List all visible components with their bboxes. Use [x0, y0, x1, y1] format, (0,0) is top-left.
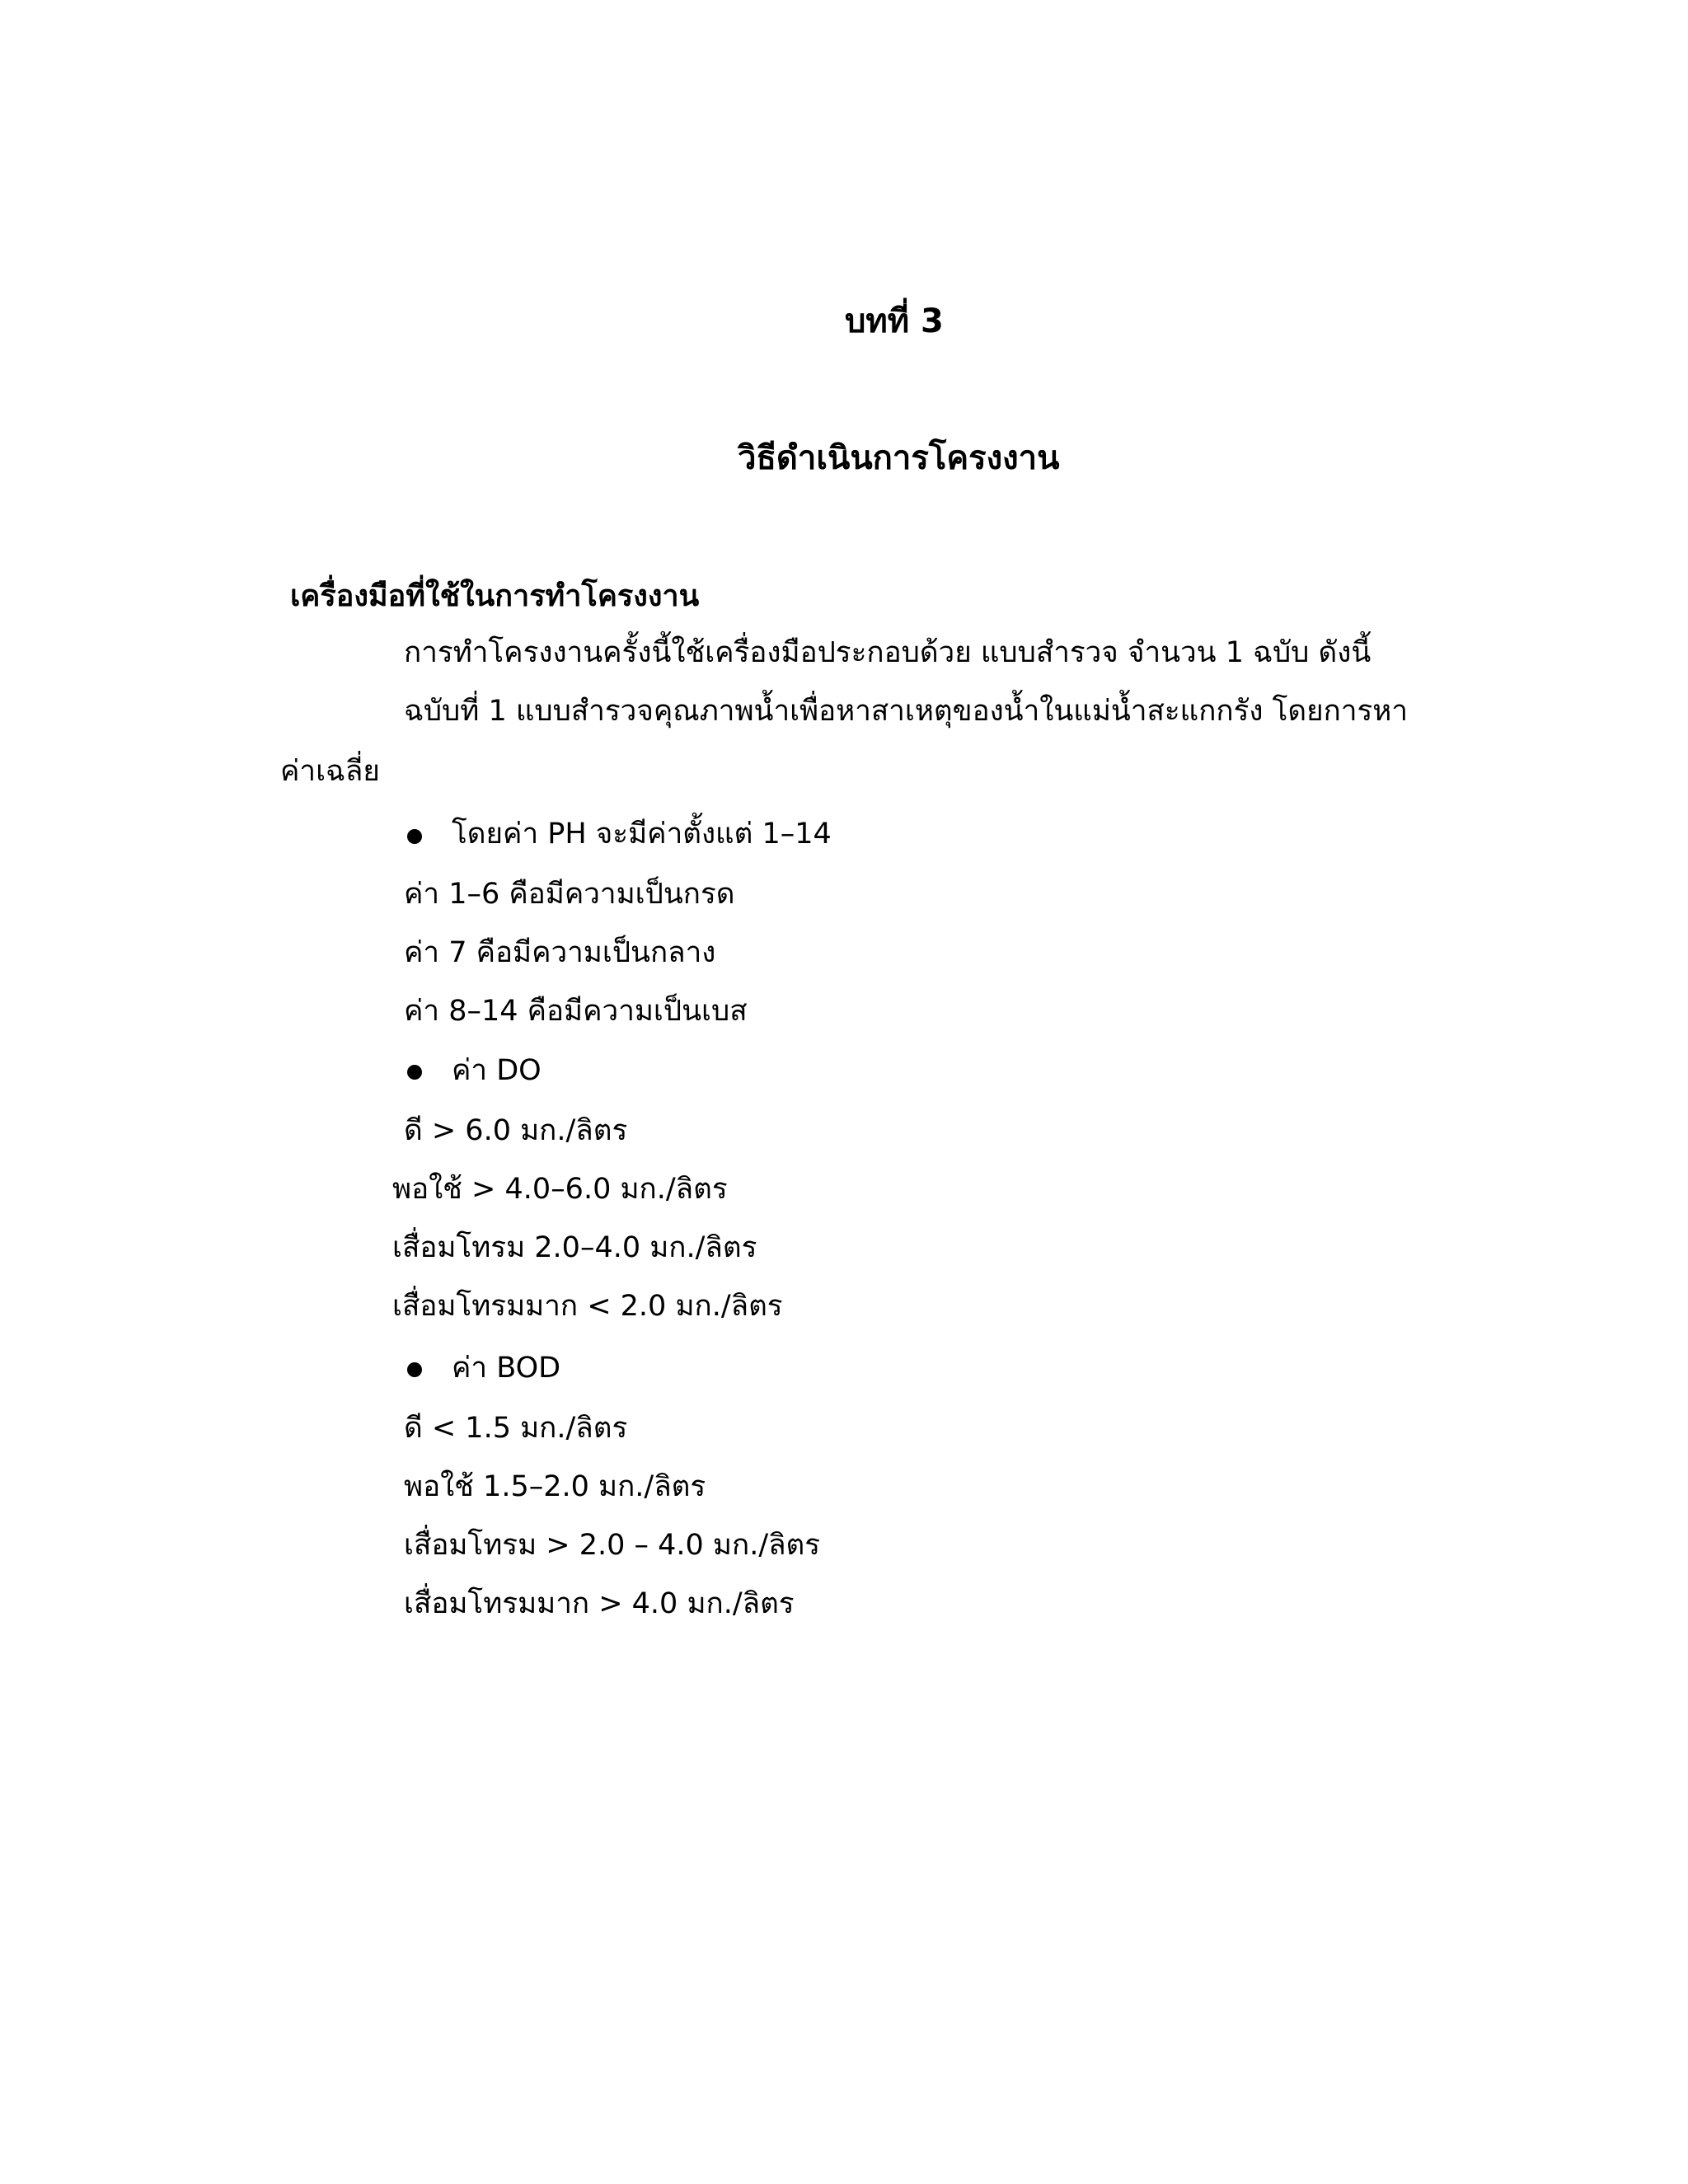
chapter-title: วิธีดำเนินการโครงงาน	[738, 439, 1060, 477]
do-item-poor: เสื่อมโทรม 2.0–4.0 มก./ลิตร	[392, 1231, 757, 1264]
do-item-fair: พอใช้ > 4.0–6.0 มก./ลิตร	[392, 1173, 728, 1206]
paragraph-line-2: ค่าเฉลี่ย	[280, 755, 380, 788]
bod-item-good: ดี < 1.5 มก./ลิตร	[404, 1412, 628, 1445]
do-item-very-poor: เสื่อมโทรมมาก < 2.0 มก./ลิตร	[392, 1290, 783, 1323]
intro-paragraph: การทำโครงงานครั้งนี้ใช้เครื่องมือประกอบด้วย แบบสำรวจ จำนวน 1 ฉบับ ดังนี้	[404, 636, 1372, 669]
bod-item-poor: เสื่อมโทรม > 2.0 – 4.0 มก./ลิตร	[404, 1529, 821, 1562]
bod-item-very-poor: เสื่อมโทรมมาก > 4.0 มก./ลิตร	[404, 1587, 795, 1620]
do-bullet-text: ค่า DO	[452, 1054, 542, 1087]
ph-item-acid: ค่า 1–6 คือมีความเป็นกรด	[404, 878, 735, 911]
do-item-good: ดี > 6.0 มก./ลิตร	[404, 1114, 628, 1147]
bullet-dot-icon	[407, 829, 422, 844]
chapter-number: บทที่ 3	[845, 302, 944, 340]
bullet-dot-icon	[407, 1362, 422, 1377]
section-title: เครื่องมือที่ใช้ในการทำโครงงาน	[290, 579, 700, 613]
ph-bullet-text: โดยค่า PH จะมีค่าตั้งแต่ 1–14	[452, 818, 832, 851]
ph-item-neutral: ค่า 7 คือมีความเป็นกลาง	[404, 936, 716, 969]
ph-item-base: ค่า 8–14 คือมีความเป็นเบส	[404, 995, 748, 1028]
bod-item-fair: พอใช้ 1.5–2.0 มก./ลิตร	[404, 1470, 706, 1503]
bod-bullet-text: ค่า BOD	[452, 1352, 561, 1385]
bullet-dot-icon	[407, 1065, 422, 1080]
paragraph-line-1: ฉบับที่ 1 แบบสำรวจคุณภาพน้ำเพื่อหาสาเหตุของน้ำในแม่น้ำสะแกกรัง โดยการหา	[404, 695, 1409, 728]
